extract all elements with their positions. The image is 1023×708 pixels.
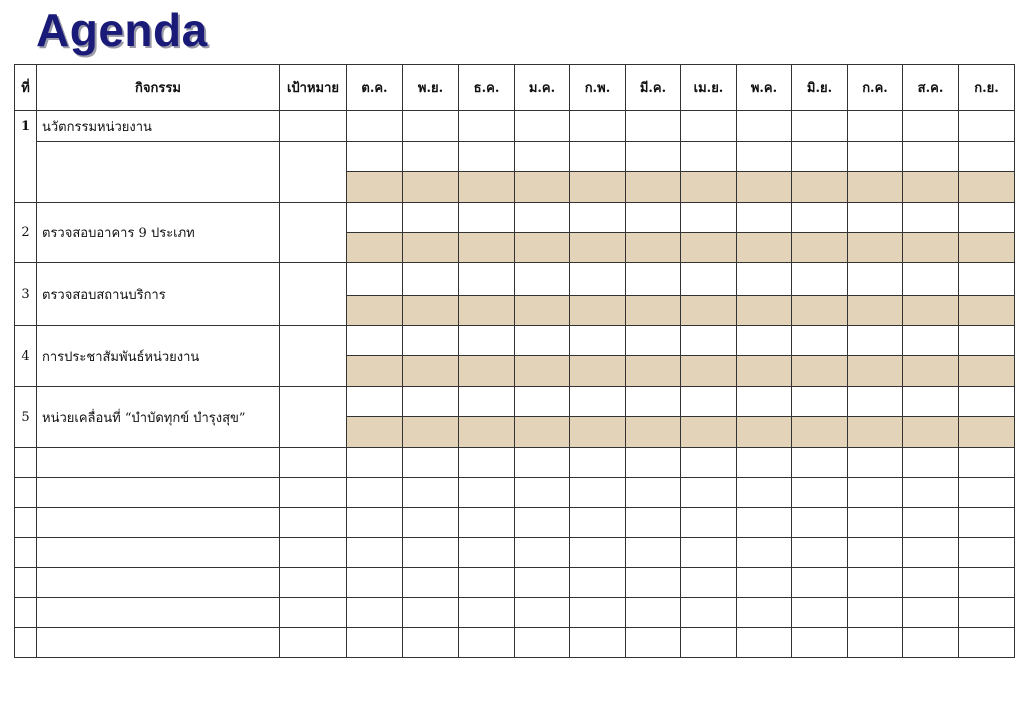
plan-cell xyxy=(903,326,959,356)
header-target: เป้าหมาย xyxy=(280,65,347,111)
plan-cell-shaded xyxy=(570,233,626,263)
empty-cell xyxy=(280,538,347,568)
plan-cell xyxy=(959,598,1015,628)
plan-cell xyxy=(792,508,848,538)
plan-cell xyxy=(903,142,959,172)
plan-cell xyxy=(570,142,626,172)
plan-cell-shaded xyxy=(570,172,626,203)
plan-cell xyxy=(570,478,626,508)
plan-cell xyxy=(626,448,681,478)
item-activity: ตรวจสอบสถานบริการ xyxy=(37,263,280,326)
plan-cell xyxy=(792,628,848,658)
item-target xyxy=(280,142,347,203)
table-row xyxy=(15,203,1015,233)
plan-cell xyxy=(903,448,959,478)
plan-cell xyxy=(792,326,848,356)
plan-cell-shaded xyxy=(959,417,1015,448)
page-title: Agenda xyxy=(36,4,208,56)
plan-cell-shaded xyxy=(515,296,570,326)
plan-cell xyxy=(459,142,515,172)
plan-cell xyxy=(403,628,459,658)
plan-cell xyxy=(737,568,792,598)
plan-cell xyxy=(570,448,626,478)
plan-cell xyxy=(792,387,848,417)
header-month: ธ.ค. xyxy=(459,65,515,111)
plan-cell xyxy=(959,387,1015,417)
plan-cell xyxy=(347,478,403,508)
plan-cell xyxy=(403,203,459,233)
item-activity: ตรวจสอบอาคาร 9 ประเภท xyxy=(37,203,280,263)
plan-cell-shaded xyxy=(347,296,403,326)
empty-cell xyxy=(37,598,280,628)
plan-cell xyxy=(570,387,626,417)
plan-cell xyxy=(681,142,737,172)
plan-cell xyxy=(848,448,903,478)
agenda-table xyxy=(14,64,1015,658)
item-target xyxy=(280,111,347,142)
plan-cell xyxy=(792,538,848,568)
plan-cell xyxy=(403,478,459,508)
plan-cell xyxy=(903,111,959,142)
plan-cell-shaded xyxy=(681,233,737,263)
plan-cell-shaded xyxy=(626,417,681,448)
table-row xyxy=(15,263,1015,296)
header-month: พ.ย. xyxy=(403,65,459,111)
item-activity-extra xyxy=(37,142,280,203)
plan-cell xyxy=(403,263,459,296)
plan-cell xyxy=(792,568,848,598)
plan-cell-shaded xyxy=(347,233,403,263)
plan-cell-shaded xyxy=(403,356,459,387)
plan-cell xyxy=(848,628,903,658)
plan-cell xyxy=(737,598,792,628)
plan-cell xyxy=(403,508,459,538)
plan-cell xyxy=(347,628,403,658)
plan-cell xyxy=(848,111,903,142)
plan-cell xyxy=(515,598,570,628)
plan-cell xyxy=(403,448,459,478)
plan-cell-shaded xyxy=(792,417,848,448)
plan-cell xyxy=(737,142,792,172)
plan-cell xyxy=(570,326,626,356)
plan-cell xyxy=(792,263,848,296)
plan-cell xyxy=(459,508,515,538)
plan-cell xyxy=(570,263,626,296)
empty-cell xyxy=(15,508,37,538)
plan-cell xyxy=(959,508,1015,538)
plan-cell-shaded xyxy=(903,233,959,263)
plan-cell xyxy=(681,263,737,296)
item-target xyxy=(280,326,347,387)
plan-cell-shaded xyxy=(848,296,903,326)
plan-cell xyxy=(515,628,570,658)
plan-cell xyxy=(515,326,570,356)
plan-cell xyxy=(737,448,792,478)
plan-cell xyxy=(848,326,903,356)
plan-cell xyxy=(848,598,903,628)
plan-cell xyxy=(903,628,959,658)
plan-cell xyxy=(403,538,459,568)
plan-cell-shaded xyxy=(792,296,848,326)
plan-cell xyxy=(515,111,570,142)
plan-cell-shaded xyxy=(681,172,737,203)
plan-cell xyxy=(403,111,459,142)
plan-cell xyxy=(737,628,792,658)
plan-cell xyxy=(347,598,403,628)
plan-cell xyxy=(626,203,681,233)
plan-cell-shaded xyxy=(681,296,737,326)
plan-cell xyxy=(570,508,626,538)
empty-row xyxy=(15,568,1015,598)
plan-cell-shaded xyxy=(959,296,1015,326)
plan-cell xyxy=(459,387,515,417)
empty-cell xyxy=(15,448,37,478)
plan-cell xyxy=(626,326,681,356)
plan-cell xyxy=(626,263,681,296)
empty-cell xyxy=(37,628,280,658)
plan-cell-shaded xyxy=(903,296,959,326)
plan-cell-shaded xyxy=(403,296,459,326)
plan-cell xyxy=(459,326,515,356)
header-month: ก.พ. xyxy=(570,65,626,111)
empty-cell xyxy=(15,628,37,658)
plan-cell xyxy=(515,203,570,233)
item-activity: การประชาสัมพันธ์หน่วยงาน xyxy=(37,326,280,387)
plan-cell xyxy=(903,478,959,508)
plan-cell xyxy=(737,387,792,417)
plan-cell xyxy=(848,263,903,296)
header-month: ส.ค. xyxy=(903,65,959,111)
plan-cell xyxy=(347,448,403,478)
plan-cell xyxy=(459,203,515,233)
header-row xyxy=(15,65,1015,111)
plan-cell-shaded xyxy=(903,172,959,203)
item-activity: นวัตกรรมหน่วยงาน xyxy=(37,111,280,142)
plan-cell xyxy=(792,142,848,172)
plan-cell xyxy=(792,448,848,478)
plan-cell xyxy=(515,478,570,508)
plan-cell xyxy=(848,568,903,598)
plan-cell xyxy=(347,538,403,568)
plan-cell-shaded xyxy=(403,417,459,448)
item-number: 3 xyxy=(15,263,37,326)
plan-cell-shaded xyxy=(403,172,459,203)
plan-cell xyxy=(903,387,959,417)
plan-cell xyxy=(959,326,1015,356)
empty-cell xyxy=(15,538,37,568)
plan-cell-shaded xyxy=(681,356,737,387)
plan-cell-shaded xyxy=(737,172,792,203)
item-target xyxy=(280,387,347,448)
header-month: ก.ค. xyxy=(848,65,903,111)
plan-cell-shaded xyxy=(515,356,570,387)
plan-cell xyxy=(626,628,681,658)
plan-cell xyxy=(903,508,959,538)
plan-cell-shaded xyxy=(459,417,515,448)
item-number: 1 xyxy=(15,111,37,203)
plan-cell xyxy=(959,142,1015,172)
plan-cell xyxy=(737,203,792,233)
plan-cell-shaded xyxy=(737,296,792,326)
plan-cell-shaded xyxy=(459,172,515,203)
plan-cell xyxy=(737,538,792,568)
plan-cell xyxy=(848,478,903,508)
plan-cell xyxy=(459,568,515,598)
plan-cell-shaded xyxy=(792,233,848,263)
table-row xyxy=(15,142,1015,172)
plan-cell xyxy=(347,326,403,356)
plan-cell xyxy=(347,387,403,417)
item-target xyxy=(280,203,347,263)
plan-cell-shaded xyxy=(848,172,903,203)
plan-cell xyxy=(459,111,515,142)
plan-cell-shaded xyxy=(626,172,681,203)
plan-cell-shaded xyxy=(959,172,1015,203)
plan-cell xyxy=(681,203,737,233)
plan-cell xyxy=(403,598,459,628)
header-month: พ.ค. xyxy=(737,65,792,111)
empty-cell xyxy=(15,598,37,628)
item-number: 5 xyxy=(15,387,37,448)
plan-cell xyxy=(347,111,403,142)
plan-cell xyxy=(792,203,848,233)
plan-cell xyxy=(959,448,1015,478)
plan-cell xyxy=(792,598,848,628)
item-number: 2 xyxy=(15,203,37,263)
table-row xyxy=(15,387,1015,417)
plan-cell xyxy=(515,568,570,598)
plan-cell-shaded xyxy=(570,296,626,326)
plan-cell xyxy=(792,478,848,508)
empty-cell xyxy=(280,568,347,598)
header-month: มี.ค. xyxy=(626,65,681,111)
plan-cell xyxy=(459,628,515,658)
plan-cell xyxy=(459,478,515,508)
empty-cell xyxy=(280,598,347,628)
empty-row xyxy=(15,598,1015,628)
plan-cell xyxy=(681,387,737,417)
empty-cell xyxy=(280,478,347,508)
plan-cell xyxy=(959,263,1015,296)
plan-cell-shaded xyxy=(570,356,626,387)
plan-cell-shaded xyxy=(403,233,459,263)
plan-cell xyxy=(959,111,1015,142)
empty-row xyxy=(15,448,1015,478)
plan-cell-shaded xyxy=(626,296,681,326)
plan-cell xyxy=(626,568,681,598)
plan-cell xyxy=(515,387,570,417)
header-month: เม.ย. xyxy=(681,65,737,111)
plan-cell xyxy=(959,478,1015,508)
empty-cell xyxy=(37,508,280,538)
plan-cell xyxy=(903,263,959,296)
empty-cell xyxy=(280,448,347,478)
plan-cell xyxy=(626,478,681,508)
plan-cell xyxy=(459,538,515,568)
item-activity: หน่วยเคลื่อนที่ “บำบัดทุกข์ บำรุงสุข” xyxy=(37,387,280,448)
plan-cell-shaded xyxy=(737,233,792,263)
empty-cell xyxy=(280,508,347,538)
empty-cell xyxy=(37,538,280,568)
plan-cell-shaded xyxy=(347,417,403,448)
header-no: ที่ xyxy=(15,65,37,111)
plan-cell xyxy=(959,568,1015,598)
plan-cell-shaded xyxy=(959,356,1015,387)
plan-cell xyxy=(626,111,681,142)
plan-cell xyxy=(737,263,792,296)
plan-cell-shaded xyxy=(959,233,1015,263)
plan-cell xyxy=(570,568,626,598)
plan-cell xyxy=(515,448,570,478)
plan-cell xyxy=(403,387,459,417)
empty-row xyxy=(15,628,1015,658)
plan-cell xyxy=(515,538,570,568)
item-number: 4 xyxy=(15,326,37,387)
plan-cell xyxy=(737,111,792,142)
plan-cell xyxy=(626,508,681,538)
plan-cell xyxy=(737,478,792,508)
empty-cell xyxy=(15,478,37,508)
plan-cell xyxy=(347,142,403,172)
plan-cell xyxy=(515,263,570,296)
plan-cell-shaded xyxy=(848,417,903,448)
plan-cell-shaded xyxy=(848,233,903,263)
empty-row xyxy=(15,478,1015,508)
plan-cell xyxy=(848,538,903,568)
plan-cell xyxy=(347,508,403,538)
plan-cell-shaded xyxy=(737,356,792,387)
plan-cell xyxy=(570,111,626,142)
plan-cell xyxy=(347,203,403,233)
plan-cell-shaded xyxy=(848,356,903,387)
plan-cell xyxy=(903,538,959,568)
plan-cell xyxy=(959,203,1015,233)
plan-cell xyxy=(626,387,681,417)
empty-cell xyxy=(37,568,280,598)
plan-cell-shaded xyxy=(681,417,737,448)
plan-cell xyxy=(570,203,626,233)
plan-cell xyxy=(903,598,959,628)
plan-cell xyxy=(681,628,737,658)
plan-cell xyxy=(626,598,681,628)
header-activity: กิจกรรม xyxy=(37,65,280,111)
plan-cell-shaded xyxy=(792,356,848,387)
header-month: มิ.ย. xyxy=(792,65,848,111)
plan-cell xyxy=(459,263,515,296)
plan-cell xyxy=(403,568,459,598)
empty-cell xyxy=(15,568,37,598)
plan-cell xyxy=(681,508,737,538)
plan-cell xyxy=(515,142,570,172)
plan-cell-shaded xyxy=(459,296,515,326)
plan-cell xyxy=(347,263,403,296)
plan-cell xyxy=(959,538,1015,568)
plan-cell xyxy=(903,203,959,233)
plan-cell xyxy=(403,142,459,172)
header-month: ม.ค. xyxy=(515,65,570,111)
plan-cell-shaded xyxy=(515,417,570,448)
plan-cell xyxy=(570,598,626,628)
plan-cell xyxy=(848,508,903,538)
plan-cell xyxy=(792,111,848,142)
plan-cell xyxy=(681,598,737,628)
plan-cell xyxy=(848,203,903,233)
plan-cell xyxy=(848,142,903,172)
empty-row xyxy=(15,538,1015,568)
plan-cell-shaded xyxy=(459,233,515,263)
plan-cell xyxy=(959,628,1015,658)
plan-cell xyxy=(570,628,626,658)
plan-cell-shaded xyxy=(347,356,403,387)
plan-cell xyxy=(626,142,681,172)
plan-cell-shaded xyxy=(347,172,403,203)
plan-cell xyxy=(681,538,737,568)
plan-cell-shaded xyxy=(515,172,570,203)
plan-cell xyxy=(681,111,737,142)
plan-cell xyxy=(681,568,737,598)
table-row xyxy=(15,326,1015,356)
empty-cell xyxy=(280,628,347,658)
table-row xyxy=(15,111,1015,142)
plan-cell-shaded xyxy=(903,417,959,448)
plan-cell-shaded xyxy=(737,417,792,448)
empty-row xyxy=(15,508,1015,538)
item-target xyxy=(280,263,347,326)
plan-cell xyxy=(681,326,737,356)
plan-cell xyxy=(459,598,515,628)
plan-cell xyxy=(626,538,681,568)
plan-cell-shaded xyxy=(792,172,848,203)
plan-cell-shaded xyxy=(459,356,515,387)
plan-cell xyxy=(681,448,737,478)
empty-cell xyxy=(37,478,280,508)
plan-cell xyxy=(848,387,903,417)
plan-cell-shaded xyxy=(570,417,626,448)
plan-cell xyxy=(737,508,792,538)
plan-cell xyxy=(903,568,959,598)
plan-cell xyxy=(459,448,515,478)
plan-cell xyxy=(347,568,403,598)
plan-cell xyxy=(570,538,626,568)
plan-cell xyxy=(737,326,792,356)
plan-cell-shaded xyxy=(626,356,681,387)
plan-cell-shaded xyxy=(515,233,570,263)
plan-cell xyxy=(681,478,737,508)
header-month: ก.ย. xyxy=(959,65,1015,111)
plan-cell xyxy=(515,508,570,538)
plan-cell-shaded xyxy=(626,233,681,263)
header-month: ต.ค. xyxy=(347,65,403,111)
plan-cell xyxy=(403,326,459,356)
empty-cell xyxy=(37,448,280,478)
plan-cell-shaded xyxy=(903,356,959,387)
